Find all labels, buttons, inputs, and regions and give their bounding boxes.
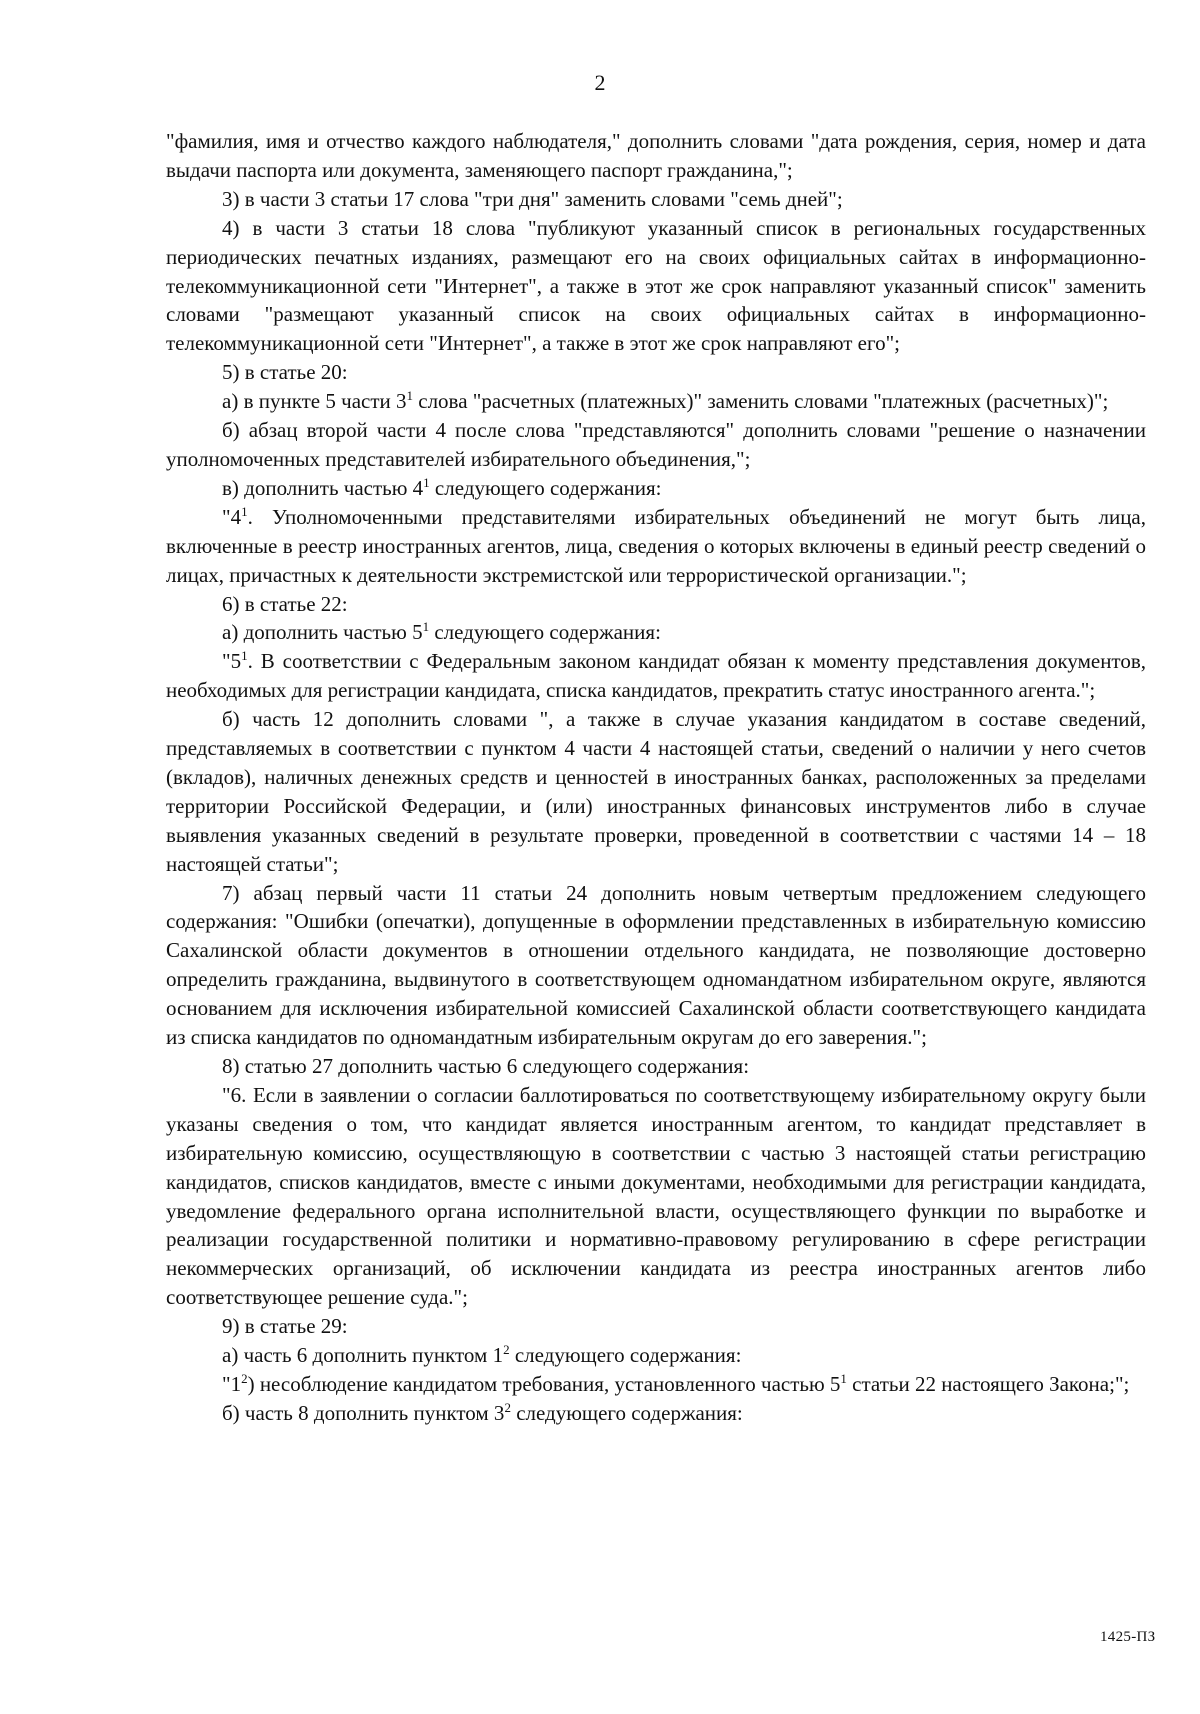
paragraph bbox=[166, 647, 1146, 705]
paragraph-text: "1 bbox=[222, 1371, 242, 1396]
paragraph-text: следующего содержания: bbox=[429, 475, 662, 500]
paragraph-text: а) в пункте 5 части 3 bbox=[222, 389, 407, 414]
paragraph bbox=[166, 1399, 1146, 1428]
paragraph-text: следующего содержания: bbox=[429, 620, 661, 645]
paragraph-text: а) дополнить частью 5 bbox=[222, 620, 423, 645]
paragraph: 6) в статье 22: bbox=[222, 591, 348, 616]
paragraph-text: б) часть 8 дополнить пунктом 3 bbox=[222, 1400, 505, 1425]
paragraph: 3) в части 3 статьи 17 слова "три дня" заменить словами "семь дней"; bbox=[222, 186, 843, 211]
paragraph-text: следующего содержания: bbox=[509, 1343, 742, 1368]
paragraph bbox=[166, 474, 1146, 503]
paragraph-text: слова "расчетных (платежных)" заменить словами "платежных (расчетных)"; bbox=[413, 389, 1109, 414]
paragraph-text: в) дополнить частью 4 bbox=[222, 475, 424, 500]
paragraph-text: "4 bbox=[222, 504, 242, 529]
paragraph-text: статьи 22 настоящего Закона;"; bbox=[846, 1371, 1130, 1396]
superscript: 1 bbox=[423, 474, 430, 490]
superscript: 2 bbox=[504, 1399, 511, 1415]
paragraph bbox=[166, 387, 1146, 416]
paragraph-text: а) часть 6 дополнить пунктом 1 bbox=[222, 1343, 504, 1368]
paragraph: "6. Если в заявлении о согласии баллотироваться по соответствующему избирательному округу были указаны сведения о том, что кандидат является иностранным агентом, то кандидат представляет в избирательную комиссию, осуществляющую в соответствии с частью 3 настоящей статьи регистрацию кандидатов, списков кандидатов, вместе с иными документами, необходимыми для регистрации кандидата, уведомление федерального органа исполнительной власти, осуществляющего функции по выработке и реализации государственной политики и нормативно-правовому регулированию в сфере регистрации некоммерческих организаций, об исключении кандидата из реестра иностранных агентов либо соответствующее решение суда."; bbox=[166, 1082, 1146, 1310]
superscript: 1 bbox=[422, 619, 430, 635]
paragraph: 8) статью 27 дополнить частью 6 следующего содержания: bbox=[222, 1054, 750, 1078]
paragraph-text: . Уполномоченными представителями избирательных объединений не могут быть лица, включенные в реестр иностранных агентов, лица, сведения о которых включены в единый реестр сведений о лицах, причастных к деятельности экстремистской или террористической организации."; bbox=[166, 504, 1146, 587]
paragraph bbox=[166, 1341, 1146, 1370]
paragraph: "фамилия, имя и отчество каждого наблюдателя," дополнить словами "дата рождения, серия, номер и дата выдачи паспорта или документа, заменяющего паспорт гражданина,"; bbox=[166, 129, 1146, 182]
paragraph: 5) в статье 20: bbox=[222, 360, 348, 385]
page-number: 2 bbox=[594, 70, 606, 95]
document-code: 1425-ПЗ bbox=[1100, 1629, 1156, 1645]
paragraph: б) абзац второй части 4 после слова "представляются" дополнить словами "решение о назначении уполномоченных представителей избирательного объединения,"; bbox=[166, 418, 1146, 471]
paragraph-text: "5 bbox=[222, 649, 242, 674]
superscript: 1 bbox=[241, 648, 248, 664]
superscript: 2 bbox=[241, 1370, 248, 1386]
superscript: 1 bbox=[241, 503, 248, 519]
paragraph: 7) абзац первый части 11 статьи 24 дополнить новым четвертым предложением следующего содержания: "Ошибки (опечатки), допущенные в оформлении представленных в избирательную комиссию Сахалинской области документов в отношении отдельного кандидата, не позволяющие достоверно определить гражданина, выдвинутого в соответствующем одномандатном избирательном округе, являются основанием для исключения избирательной комиссией Сахалинской области соответствующего кандидата из списка кандидатов по одномандатным избирательным округам до его заверения."; bbox=[166, 880, 1146, 1050]
paragraph bbox=[166, 503, 1146, 590]
document-body bbox=[166, 127, 1146, 1428]
paragraph: 4) в части 3 статьи 18 слова "публикуют указанный список в региональных государственных периодических печатных изданиях, размещают его на своих официальных сайтах в информационно-телекоммуникационной сети "Интернет", а также в этот же срок направляют указанный список" заменить словами "размещают указанный список на своих официальных сайтах в информационно-телекоммуникационной сети "Интернет", а также в этот же срок направляют его"; bbox=[166, 215, 1146, 356]
superscript: 2 bbox=[503, 1342, 510, 1358]
superscript: 1 bbox=[406, 388, 413, 404]
paragraph-text: следующего содержания: bbox=[510, 1400, 743, 1425]
paragraph: 9) в статье 29: bbox=[222, 1314, 348, 1339]
superscript: 1 bbox=[840, 1370, 847, 1386]
paragraph bbox=[166, 1370, 1146, 1399]
paragraph bbox=[166, 618, 1146, 647]
paragraph-text: . В соответствии с Федеральным законом кандидат обязан к моменту представления документов, необходимых для регистрации кандидата, списка кандидатов, прекратить статус иностранного агента."; bbox=[166, 649, 1146, 703]
paragraph-text: ) несоблюдение кандидатом требования, установленного частью 5 bbox=[247, 1371, 841, 1396]
paragraph: б) часть 12 дополнить словами ", а также в случае указания кандидатом в составе сведений, представляемых в соответствии с пунктом 4 части 4 настоящей статьи, сведений о наличии у него счетов (вкладов), наличных денежных средств и ценностей в иностранных банках, расположенных за пределами территории Российской Федерации, и (или) иностранных финансовых инструментов либо в случае выявления указанных сведений в результате проверки, проведенной в соответствии с частями 14 – 18 настоящей статьи"; bbox=[166, 707, 1146, 876]
